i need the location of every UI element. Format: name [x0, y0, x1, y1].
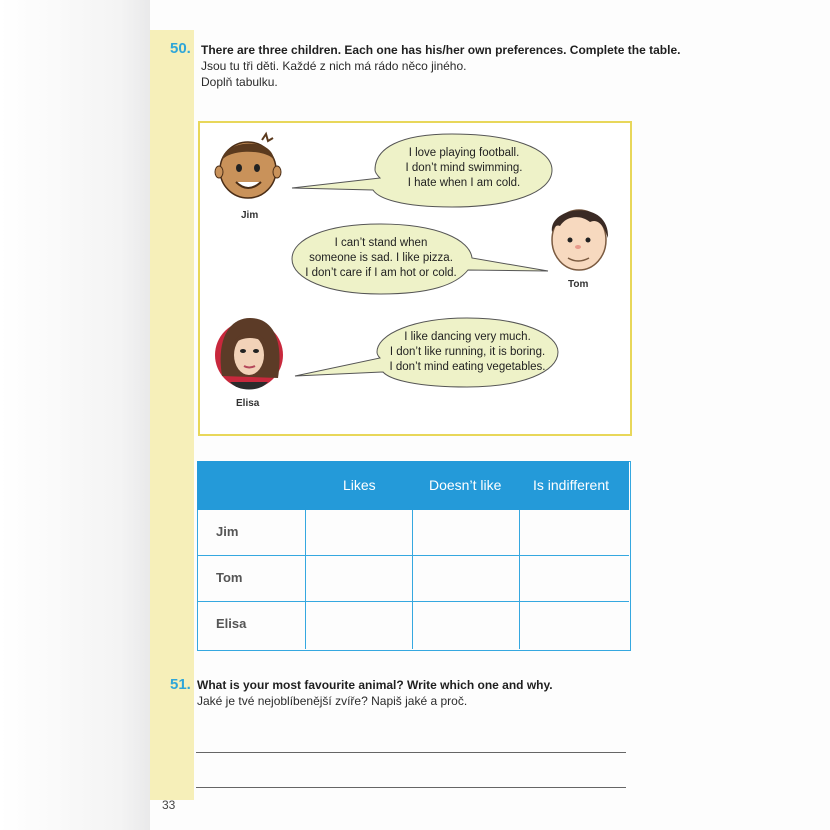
row-label-jim: Jim	[216, 524, 239, 539]
cell-jim-likes[interactable]	[306, 511, 412, 555]
elisa-speech-text	[380, 330, 555, 375]
page-number: 33	[162, 798, 176, 812]
jim-line-3: I hate when I am cold.	[407, 177, 521, 189]
exercise-50-title: There are three children. Each one has his/her own preferences. Complete the table.	[201, 43, 681, 57]
exercise-51-number: 51.	[170, 676, 191, 693]
jim-line-2: I don’t mind swimming.	[405, 162, 523, 174]
tom-speech-text	[296, 236, 466, 281]
answer-line[interactable]	[196, 752, 626, 753]
header-likes: Likes	[343, 477, 376, 493]
cell-tom-doesnt-like[interactable]	[413, 556, 519, 601]
elisa-label: Elisa	[236, 398, 260, 409]
row-label-tom: Tom	[216, 570, 243, 585]
cell-tom-likes[interactable]	[306, 556, 412, 601]
exercise-50-instruction-1: Jsou tu tři děti. Každé z nich má rádo něco jiného.	[201, 59, 467, 73]
exercise-50-instruction-2: Doplň tabulku.	[201, 75, 278, 89]
cell-elisa-doesnt-like[interactable]	[413, 602, 519, 648]
tom-line-2: someone is sad. I like pizza.	[309, 252, 453, 264]
tom-face-icon	[552, 210, 608, 270]
tom-line-3: I don’t care if I am hot or cold.	[305, 267, 457, 279]
jim-speech-text	[384, 146, 544, 191]
header-is-indifferent: Is indifferent	[533, 477, 610, 493]
cell-jim-doesnt-like[interactable]	[413, 511, 519, 555]
cell-jim-indifferent[interactable]	[520, 511, 628, 555]
answer-line[interactable]	[196, 787, 626, 788]
elisa-line-1: I like dancing very much.	[404, 331, 531, 343]
cell-elisa-indifferent[interactable]	[520, 602, 628, 648]
header-doesnt-like: Doesn’t like	[429, 477, 502, 493]
exercise-51-title: What is your most favourite animal? Write which one and why.	[197, 678, 553, 692]
row-label-elisa: Elisa	[216, 616, 247, 631]
tom-line-1: I can’t stand when	[334, 237, 428, 249]
exercise-50-number: 50.	[170, 40, 191, 57]
elisa-avatar-icon	[215, 318, 283, 390]
jim-line-1: I love playing football.	[408, 147, 520, 159]
jim-label: Jim	[241, 210, 259, 221]
exercise-51-instruction: Jaké je tvé nejoblíbenější zvíře? Napiš jaké a proč.	[197, 694, 468, 708]
tom-label: Tom	[568, 279, 589, 290]
jim-face-icon	[215, 134, 281, 198]
cell-elisa-likes[interactable]	[306, 602, 412, 648]
elisa-line-3: I don’t mind eating vegetables.	[389, 361, 546, 373]
cell-tom-indifferent[interactable]	[520, 556, 628, 601]
elisa-line-2: I don’t like running, it is boring.	[389, 346, 546, 358]
